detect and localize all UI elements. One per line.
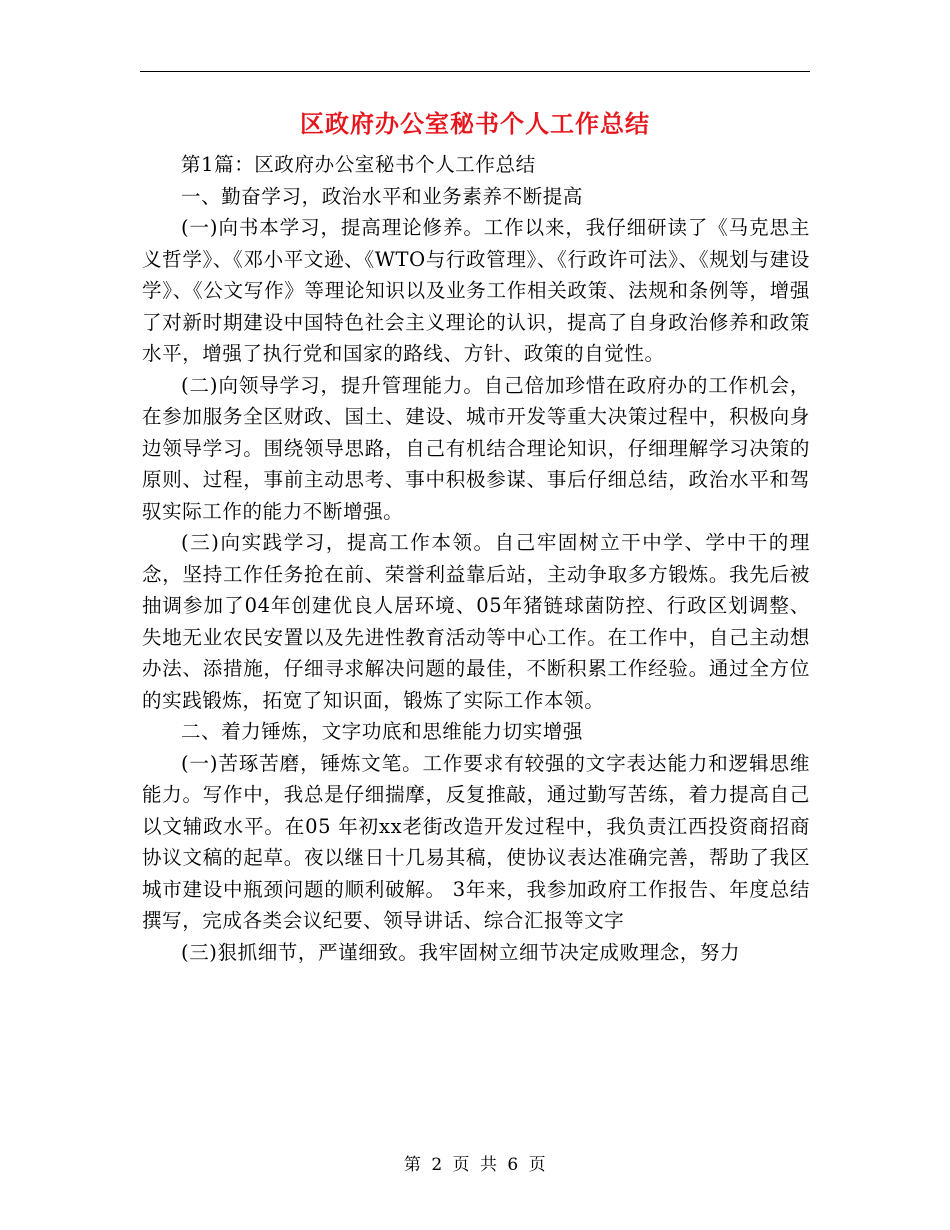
document-title: 区政府办公室秘书个人工作总结 [300, 109, 650, 138]
paragraph: (二)向领导学习，提升管理能力。自己倍加珍惜在政府办的工作机会，在参加服务全区财政、国土、建设、城市开发等重大决策过程中，积极向身边领导学习。围绕领导思路，自己有机结合理论知识，仔细理解学习决策的原则、过程，事前主动思考、事中积极参谋、事后仔细总结，政治水平和驾驭实际工作的能力不断增强。 [142, 373, 810, 523]
paragraph: (一)苦琢苦磨，锤炼文笔。工作要求有较强的文字表达能力和逻辑思维能力。写作中，我总是仔细揣摩，反复推敲，通过勤写苦练，着力提高自己以文辅政水平。在05 年初xx老街改造开发过程中，我负责江西投资商招商协议文稿的起草。夜以继日十几易其稿，使协议表达准确完善，帮助了我区城市建设中瓶颈问题的顺利破解。 3年来，我参加政府工作报告、年度总结撰写，完成各类会议纪要、领导讲话、综合汇报等文字 [142, 751, 810, 932]
page-number: 第 2 页 共 6 页 [403, 1155, 547, 1175]
section-heading: 一、勤奋学习，政治水平和业务素养不断提高 [181, 184, 584, 208]
paragraph: 第1篇：区政府办公室秘书个人工作总结 [181, 153, 536, 176]
paragraph: (三)狠抓细节，严谨细致。我牢固树立细节决定成败理念，努力 [181, 940, 741, 964]
document-body [142, 149, 810, 968]
paragraph: (三)向实践学习，提高工作本领。自己牢固树立干中学、学中干的理念，坚持工作任务抢在前、荣誉利益靠后站，主动争取多方锻炼。我先后被抽调参加了04年创建优良人居环境、05年猪链球菌防控、行政区划调整、失地无业农民安置以及先进性教育活动等中心工作。在工作中，自己主动想办法、添措施，仔细寻求解决问题的最佳，不断积累工作经验。通过全方位的实践锻炼，拓宽了知识面，锻炼了实际工作本领。 [142, 531, 810, 712]
header-rule [140, 71, 810, 72]
paragraph: (一)向书本学习，提高理论修养。工作以来，我仔细研读了《马克思主义哲学》、《邓小平文逊、《WTO与行政管理》、《行政许可法》、《规划与建设学》、《公文写作》等理论知识以及业务工作相关政策、法规和条例等，增强了对新时期建设中国特色社会主义理论的认识，提高了自身政治修养和政策水平，增强了执行党和国家的路线、方针、政策的自觉性。 [142, 216, 810, 365]
section-heading: 二、着力锤炼，文字功底和思维能力切实增强 [181, 720, 584, 743]
